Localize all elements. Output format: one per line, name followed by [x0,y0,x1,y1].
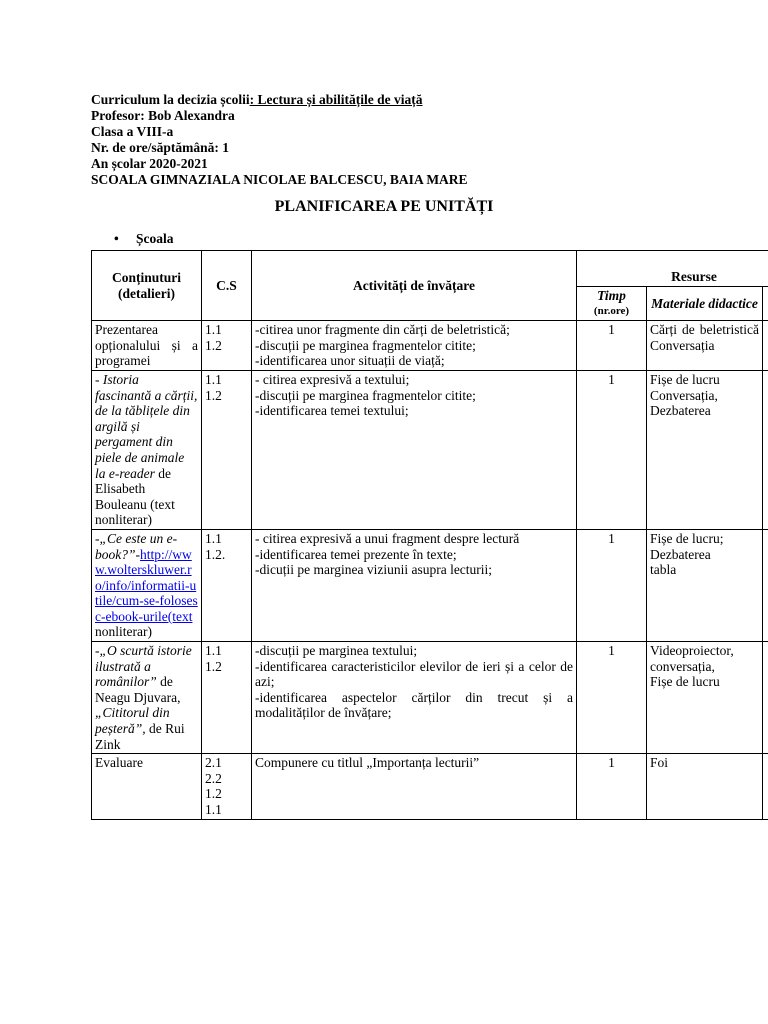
class-line: Clasa a VIII-a [91,124,174,139]
cs-cell [202,370,252,529]
header-timp [577,287,647,321]
material-item: conversația, [650,658,715,674]
cs-value: 1.1 [205,530,222,546]
materials-cell [647,529,763,641]
table-row [92,754,768,819]
hours-line: Nr. de ore/săptămână: 1 [91,140,229,155]
materials-cell [647,370,763,529]
activity-item: -identificarea caracteristicilor elevilor de ieri și a celor de azi; [255,658,573,690]
cs-cell [202,642,252,754]
table-row [92,321,768,371]
header-extra [763,287,768,321]
document-header [91,92,468,188]
activities-cell [252,754,577,819]
material-item: Dezbaterea [650,546,711,562]
cs-value: 1.2 [205,387,222,403]
cs-value: 1.2 [205,658,222,674]
cs-value: 1.1 [205,802,222,817]
activities-cell [252,370,577,529]
activity-item: Compunere cu titlul „Importanța lecturii” [255,755,480,771]
materials-cell [647,321,763,371]
material-item: Cărți de beletristică [650,322,759,338]
content-cell [92,370,202,529]
time-cell: 1 [577,370,647,529]
content-text: de Rui Zink [95,721,185,752]
material-item: Fișe de lucru; [650,530,724,546]
activity-item: -citirea unor fragmente din cărți de beletristică; [255,322,510,338]
header-timp-unit: (nr.ore) [593,304,630,317]
cs-value: 1.1 [205,371,222,387]
material-item: Conversația, [650,387,718,403]
content-italic-text: „Cititorul din peșteră”, [95,705,170,737]
school-name-line: SCOALA GIMNAZIALA NICOLAE BALCESCU, BAIA MARE [91,172,468,187]
school-year-line: An școlar 2020-2021 [91,156,208,171]
material-item: Videoproiector, [650,643,734,659]
extra-cell [763,529,768,641]
content-cell: Prezentarea opționalului și a programei [92,321,202,371]
bullet-label: Școala [136,231,174,246]
teacher-line: Profesor: Bob Alexandra [91,108,235,123]
activities-cell [252,529,577,641]
content-cell: Evaluare [92,754,202,819]
activity-item: -discuții pe marginea fragmentelor citite; [255,337,476,353]
bullet-dot-icon: • [114,231,119,246]
header-resurse: Resurse [577,251,768,287]
extra-cell [763,321,768,371]
curriculum-line [91,92,468,108]
cs-value: 1.1 [205,643,222,659]
activities-cell [252,321,577,371]
content-cell [92,642,202,754]
materials-cell [647,642,763,754]
table-row [92,529,768,641]
curriculum-prefix: Curriculum la decizia școlii [91,92,250,107]
header-continuturi: Conținuturi (detalieri) [92,251,202,321]
time-cell: 1 [577,642,647,754]
material-item: Conversația [650,337,715,353]
planning-table [91,250,768,820]
time-cell: 1 [577,321,647,371]
extra-cell [763,642,768,754]
activity-item: -identificarea unor situații de viață; [255,353,445,369]
activity-item: -identificarea aspectelor cărților din trecut și a modalităților de învățare; [255,689,573,721]
table-row [92,370,768,529]
header-row [92,251,768,287]
activity-item: -discuții pe marginea fragmentelor citite; [255,387,476,403]
material-item: Fișe de lucru [650,674,720,690]
activity-item: -dicuții pe marginea viziunii asupra lecturii; [255,562,493,578]
cs-value: 2.2 [205,770,222,786]
bullet-item [114,231,174,247]
content-italic-text: -„O scurtă istorie ilustrată a românilor” [95,643,192,690]
cs-cell [202,529,252,641]
activity-item: - citirea expresivă a unui fragment despre lectură [255,530,520,546]
time-cell: 1 [577,529,647,641]
activity-item: -identificarea temei textului; [255,403,409,419]
content-cell [92,529,202,641]
cs-value: 1.1 [205,322,222,338]
header-timp-label: Timp [597,288,626,303]
extra-cell [763,370,768,529]
activity-item: -identificarea temei prezente în texte; [255,546,457,562]
cs-cell [202,321,252,371]
material-item: Foi [650,755,669,771]
ebook-link[interactable]: http://www.wolterskluwer.ro/info/informatii-utile/cum-se-folosesc-ebook-urile(text [95,546,198,624]
activity-item: -discuții pe marginea textului; [255,643,418,659]
content-italic-text: -„Ce este un e-book?”- [95,530,178,562]
materials-cell [647,754,763,819]
cs-value: 1.2 [205,337,222,353]
header-activitati: Activități de învățare [252,251,577,321]
page-title: PLANIFICAREA PE UNITĂȚI [274,198,494,215]
content-italic-text: - Istoria fascinantă a cărții, de la tăblițele din argilă și pergament din piele de animale la e-reader [95,371,198,481]
extra-cell [763,754,768,819]
header-materiale: Materiale didactice [647,287,763,321]
content-text: de Elisabeth Bouleanu (text nonliterar) [95,465,175,528]
content-text: nonliterar) [95,624,152,640]
time-cell: 1 [577,754,647,819]
table-row [92,642,768,754]
cs-value: 1.2 [205,786,222,802]
material-item: tabla [650,562,677,578]
activity-item: - citirea expresivă a textului; [255,371,410,387]
cs-cell [202,754,252,819]
curriculum-title: : Lectura și abilitățile de viață [249,92,423,107]
material-item: Dezbaterea [650,403,711,419]
header-cs: C.S [202,251,252,321]
cs-value: 1.2. [205,546,226,562]
material-item: Fișe de lucru [650,371,720,387]
content-text: de Neagu Djuvara, [95,674,181,705]
activities-cell [252,642,577,754]
cs-value: 2.1 [205,755,222,771]
